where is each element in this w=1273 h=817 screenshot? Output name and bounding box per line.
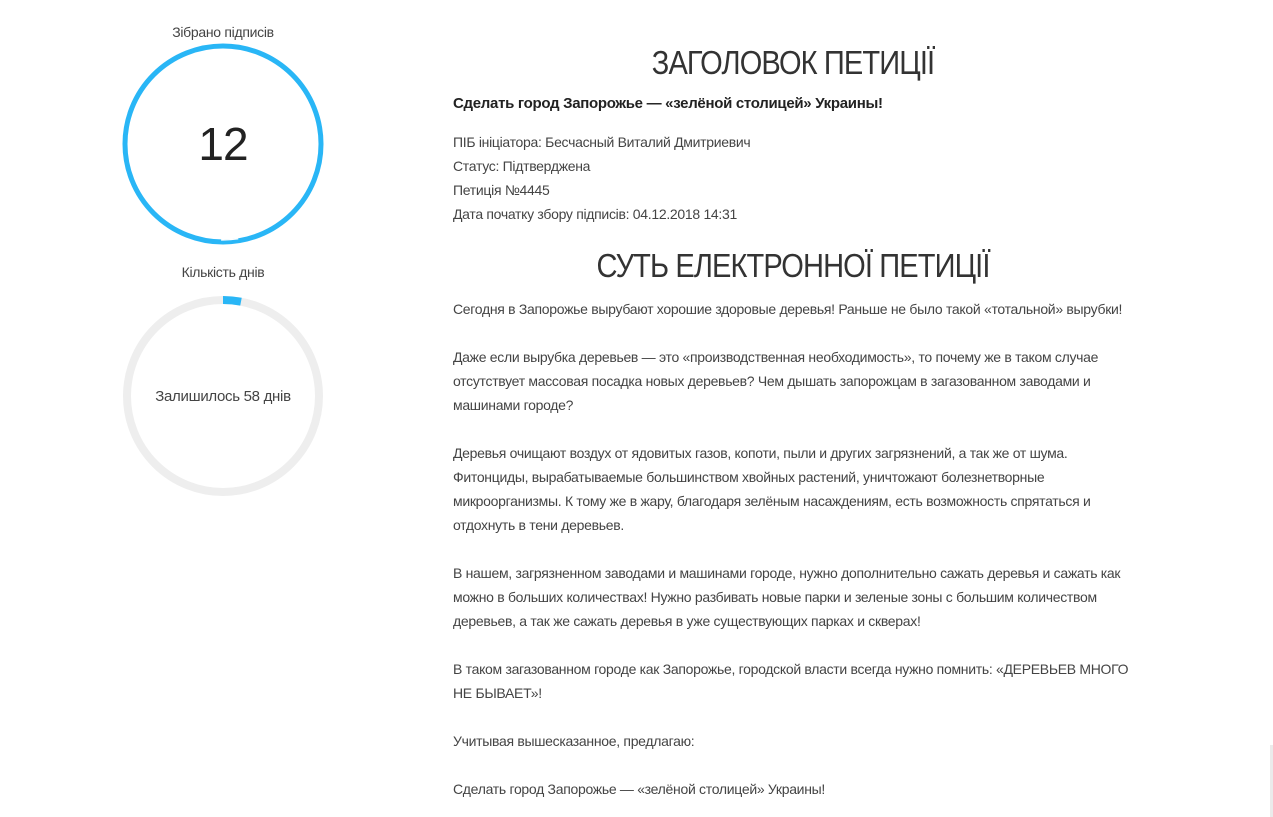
days-progress-ring bbox=[121, 294, 325, 498]
petition-header-title: ЗАГОЛОВОК ПЕТИЦІЇ bbox=[651, 44, 935, 81]
petition-paragraph: В таком загазованном городе как Запорожье, городской власти всегда нужно помнить: «ДЕРЕВЬЕВ МНОГО НЕ БЫВАЕТ»! bbox=[453, 661, 1129, 701]
petition-start-date: Дата початку збору підписів: 04.12.2018 14:31 bbox=[453, 206, 737, 222]
petition-paragraph: Даже если вырубка деревьев — это «производственная необходимость», то почему же в таком случае отсутствует массовая посадка новых деревьев? Чем дышать запорожцам в загазованном заводами и машинами городе? bbox=[453, 349, 1099, 413]
petition-paragraph: В нашем, загрязненном заводами и машинами городе, нужно дополнительно сажать деревья и сажать как можно в больших количествах! Нужно разбивать новые парки и зеленые зоны с большим количеством деревьев, а так же сажать деревья в уже существующих парках и скверах! bbox=[453, 565, 1121, 629]
petition-body bbox=[453, 297, 1133, 817]
petition-paragraph: Деревья очищают воздух от ядовитых газов, копоти, пыли и других загрязнений, а так же от шума. Фитонциды, вырабатываемые большинством хвойных растений, уничтожают болезнетворные микроорганизмы. К тому же в жару, благодаря зелёным насаждениям, есть возможность спрятаться и отдохнуть в тени деревьев. bbox=[453, 445, 1091, 533]
petition-number: Петиція №4445 bbox=[453, 182, 550, 198]
petition-stats-sidebar bbox=[100, 0, 346, 817]
signatures-progress-ring bbox=[121, 42, 325, 246]
petition-paragraph: Сделать город Запорожье — «зелёной столицей» Украины! bbox=[453, 781, 825, 797]
petition-status: Статус: Підтверджена bbox=[453, 158, 591, 174]
petition-essence-title: СУТЬ ЕЛЕКТРОННОЇ ПЕТИЦІЇ bbox=[596, 247, 990, 284]
petition-name: Сделать город Запорожье — «зелёной столицей» Украины! bbox=[453, 95, 883, 112]
signatures-count: 12 bbox=[198, 118, 248, 170]
days-label: Кількість днів bbox=[181, 264, 265, 280]
signatures-label: Зібрано підписів bbox=[172, 24, 274, 40]
days-remaining: Залишилось 58 днів bbox=[155, 387, 291, 405]
petition-paragraph: Сегодня в Запорожье вырубают хорошие здоровые деревья! Раньше не было такой «тотальной» вырубки! bbox=[453, 301, 1123, 317]
petition-paragraph: Учитывая вышесказанное, предлагаю: bbox=[453, 733, 695, 749]
petition-meta bbox=[453, 130, 750, 226]
petition-initiator: ПІБ ініціатора: Бесчасный Виталий Дмитриевич bbox=[453, 134, 751, 150]
